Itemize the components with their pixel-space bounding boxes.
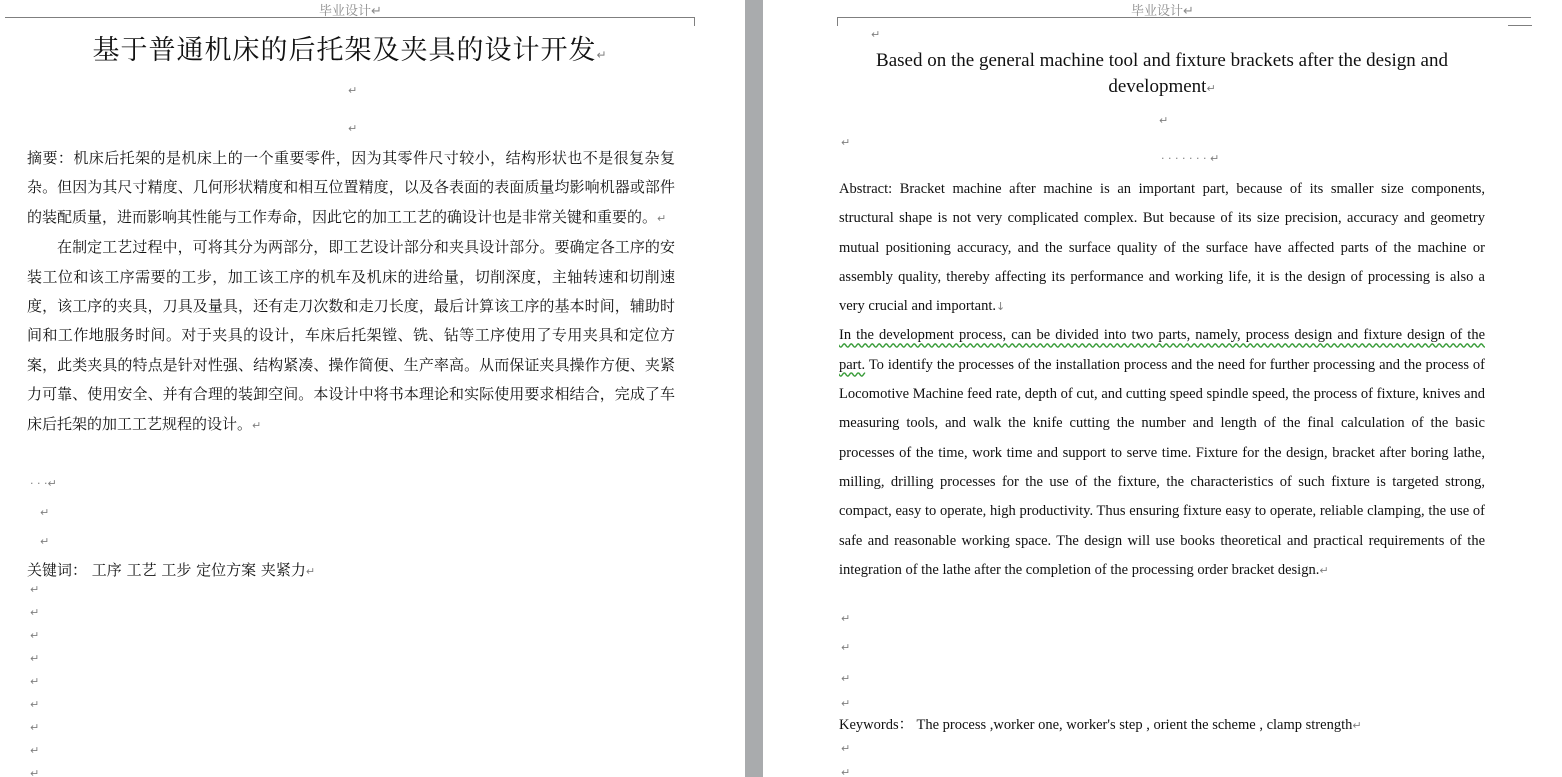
paragraph-mark: ↵ [30,675,40,688]
paragraph-mark: ↵ [841,742,851,755]
abstract-paragraph-2: 在制定工艺过程中，可将其分为两部分，即工艺设计部分和夹具设计部分。要确定各工序的安装工位和该工序需要的工步，加工该工序的机车及机床的进给量，切削深度，主轴转速和切削速度，该工序的夹具，刀具及量具，还有走刀次数和走刀长度，最后计算该工序的基本时间，辅助时间和工作地服务时间。对于夹具的设计，车床后托架镗、铣、钻等工序使用了专用夹具和定位方案，此类夹具的特点是针对性强、结构紧凑、操作简便、生产率高。从而保证夹具操作方便、夹紧力可靠、使用安全、并有合理的装卸空间。本设计中将书本理论和实际使用要求相结合，完成了车床后托架的加工工艺规程的设计。↵ [27,238,675,433]
paragraph-mark: ↵ [841,612,851,625]
header-corner-mark [837,17,838,26]
abstract-paragraph-1: 摘要：机床后托架的是机床上的一个重要零件，因为其零件尺寸较小，结构形状也不是很复杂复杂。但因为其尺寸精度、几何形状精度和相互位置精度，以及各表面的表面质量均影响机器或部件的装配质量，进而影响其性能与工作寿命，因此它的加工工艺的确设计也是非常关键和重要的。↵ [27,149,675,226]
paragraph-mark: ↵ [841,641,851,654]
header-corner-mark [1508,25,1532,26]
document-page-left [0,0,745,777]
abstract-paragraph-1: Abstract: Bracket machine after machine is an important part, because of its smaller size components, structural shape is not very complicated complex. But because of its size precision, accuracy and geometry mutual positioning accuracy, and the surface quality of the surface have affected parts of the machine or assembly quality, thereby affecting its performance and working life, it is the design of processing is also a very crucial and important.↓ [839,181,1486,315]
paragraph-mark: ↵ [30,767,40,777]
chinese-abstract [27,144,675,440]
english-abstract [839,175,1485,585]
paragraph-mark: ↵ [841,672,851,685]
paragraph-mark: ↵ [1159,114,1169,127]
paragraph-mark: ↵ [841,766,851,777]
paragraph-mark: ↵ [30,721,40,734]
paragraph-mark: ↵ [30,698,40,711]
abstract-paragraph-2: In the development process, can be divided into two parts, namely, process design and fixture design of the part. To identify the processes of the installation process and the need for further processing and the process of Locomotive Machine feed rate, depth of cut, and cutting speed spindle speed, the process of fixture, knives and measuring tools, and walk the knife cutting the number and length of the final calculation of the basic processes of the time, work time and support to serve time. Fixture for the design, bracket after boring lathe, milling, drilling processes for the use of the fixture, the characteristics of such fixture is targeted strong, compact, easy to operate, high productivity. Thus ensuring fixture easy to operate, reliable clamping, the use of safe and reasonable working space. The design will use books theoretical and practical requirements of the integration of the lathe after the completion of the processing order bracket design.↵ [839,327,1486,578]
paragraph-mark: ↵ [348,84,358,97]
paragraph-mark: ↵ [30,652,40,665]
page-header: 毕业设计↵ [319,4,382,19]
paragraph-mark: ↵ [871,28,881,41]
paragraph-mark: ↵ [40,506,50,519]
dotted-line-mark: · · · · · · · ↵ [1161,152,1220,165]
page-header: 毕业设计↵ [1131,4,1194,19]
paragraph-mark: ↵ [30,744,40,757]
document-page-right [763,0,1562,777]
header-corner-mark [694,17,695,26]
paragraph-mark: ↵ [30,629,40,642]
chinese-keywords: 关键词： 工序 工艺 工步 定位方案 夹紧力↵ [27,561,316,579]
paragraph-mark: ↵ [30,583,40,596]
paragraph-mark: ↵ [40,535,50,548]
paragraph-mark: ↵ [841,136,851,149]
paragraph-mark: ↵ [841,697,851,710]
paragraph-mark: · · ·↵ [30,477,57,490]
english-title: Based on the general machine tool and fixture brackets after the design and development↵ [876,50,1448,97]
english-keywords: Keywords： The process ,worker one, worker's step , orient the scheme , clamp strength↵ [839,717,1362,733]
chinese-title: 基于普通机床的后托架及夹具的设计开发↵ [92,35,608,66]
paragraph-mark: ↵ [30,606,40,619]
paragraph-mark: ↵ [348,122,358,135]
